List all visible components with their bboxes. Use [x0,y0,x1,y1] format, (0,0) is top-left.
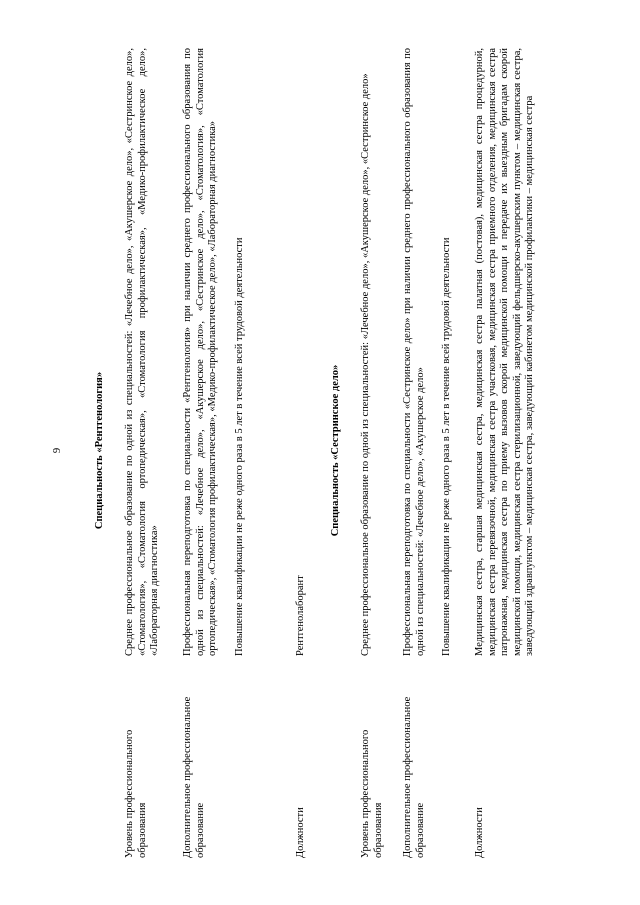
row-paragraph: Среднее профессиональное образование по одной из специальностей: «Лечебное дело», «Акушерское дело», «Сестринское дело» [360,73,371,656]
row-content [182,48,246,656]
rotated-content [52,33,552,868]
row-label: Дополнительное профессиональное образование [182,696,206,858]
section-heading-nursing: Специальность «Сестринское дело» [330,364,341,537]
row-paragraph: Повышение квалификации не реже одного раза в 5 лет в течение всей трудовой деятельности [233,237,245,656]
row-paragraph: Среднее профессиональное образование по одной из специальностей: «Лечебное дело», «Акушерское дело», «Сестринское дело», «Стоматология», «Стоматология ортопедическая», «Стоматология профилактическая», «Медико-профилактическое дело», «Лабораторная диагностика» [124,48,161,656]
row-paragraph: Рентгенолаборант [295,575,306,656]
row-content [124,48,162,656]
row-label: Должности [474,807,485,858]
row-paragraph: Повышение квалификации не реже одного раза в 5 лет в течение всей трудовой деятельности [441,237,453,656]
row-paragraph: Профессиональная переподготовка по специальности «Сестринское дело» при наличии среднего профессионального образования по одной из специальностей: «Лечебное дело», «Акушерское дело» [402,48,426,656]
row-content [360,48,373,656]
row-label: Должности [295,807,306,858]
row-paragraph: Профессиональная переподготовка по специальности «Рентгенология» при наличии среднего профессионального образования по одной из специальностей: «Лечебное дело», «Акушерское дело», «Сестринское дело», «Стоматология», «Стоматология ортопедическая», «Стоматология профилактическая», «Медико-профилактическое дело», «Лабораторная диагностика» [182,48,219,656]
row-label: Уровень профессионального образования [360,729,384,858]
page-number: 9 [52,447,63,454]
row-label: Уровень профессионального образования [124,729,148,858]
row-paragraph: Медицинская сестра, старшая медицинская сестра, медицинская сестра палатная (постовая), медицинская сестра процедурной, медицинская сестра перевязочной, медицинская сестра участковая, медицинская сестра приемного отделения, медицинская сестра патронажная, медицинская сестра по приему вызовов скорой медицинской помощи и передаче их выездным бригадам скорой медицинской помощи, медицинская сестра стерилизационной, заведующий фельдшерско-акушерским пунктом – медицинская сестра, заведующий здравпунктом – медицинская сестра, заведующий кабинетом медицинской профилактики – медицинская сестра [474,48,536,656]
row-label: Дополнительное профессиональное образование [402,696,426,858]
row-content [402,48,454,656]
section-heading-radiology: Специальность «Рентгенология» [94,371,105,530]
row-content [474,48,537,656]
row-content [295,48,308,656]
